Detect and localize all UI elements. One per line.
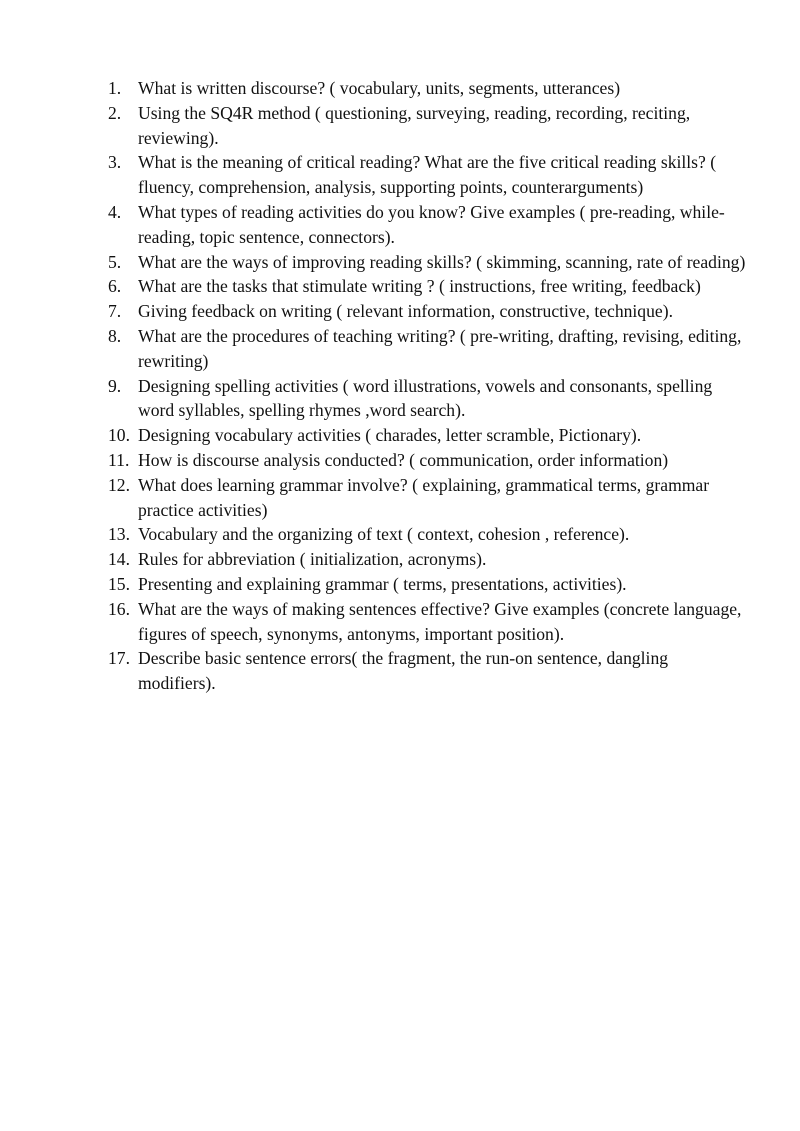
question-number: 17. [108, 648, 130, 669]
question-item [108, 646, 748, 696]
question-item [108, 200, 748, 250]
question-number: 4. [108, 201, 122, 222]
question-text: What is the meaning of critical reading? What are the five critical reading skills? ( fluency, comprehension, analysis, supporting points, counterarguments) [138, 152, 717, 198]
question-item [108, 522, 748, 547]
question-text: Presenting and explaining grammar ( terms, presentations, activities). [138, 573, 627, 594]
question-number: 2. [108, 102, 122, 123]
question-text: What are the tasks that stimulate writing ? ( instructions, free writing, feedback) [138, 276, 701, 297]
question-item [108, 374, 748, 424]
question-text: What are the ways of improving reading skills? ( skimming, scanning, rate of reading) [138, 251, 746, 272]
question-text: Designing spelling activities ( word illustrations, vowels and consonants, spelling word syllables, spelling rhymes ,word search). [138, 375, 713, 421]
question-text: Designing vocabulary activities ( charades, letter scramble, Pictionary). [138, 425, 642, 446]
question-text: What are the procedures of teaching writing? ( pre-writing, drafting, revising, editing, rewriting) [138, 325, 742, 371]
question-item [108, 76, 748, 101]
question-number: 7. [108, 301, 122, 322]
question-number: 16. [108, 598, 130, 619]
question-text: Using the SQ4R method ( questioning, surveying, reading, recording, reciting, reviewing). [138, 102, 691, 148]
question-number: 13. [108, 524, 130, 545]
question-list [108, 76, 748, 696]
question-number: 6. [108, 276, 122, 297]
question-item [108, 250, 748, 275]
question-item [108, 597, 748, 647]
question-item [108, 299, 748, 324]
question-number: 14. [108, 549, 130, 570]
question-item [108, 423, 748, 448]
question-text: How is discourse analysis conducted? ( communication, order information) [138, 449, 669, 470]
question-text: Describe basic sentence errors( the fragment, the run-on sentence, dangling modifiers). [138, 648, 669, 694]
question-text: Giving feedback on writing ( relevant information, constructive, technique). [138, 301, 673, 322]
question-item [108, 547, 748, 572]
question-number: 12. [108, 474, 130, 495]
question-text: What does learning grammar involve? ( explaining, grammatical terms, grammar practice activities) [138, 474, 710, 520]
question-item [108, 572, 748, 597]
question-item [108, 101, 748, 151]
question-number: 5. [108, 251, 122, 272]
question-number: 1. [108, 78, 122, 98]
question-item [108, 473, 748, 523]
question-text: Vocabulary and the organizing of text ( context, cohesion , reference). [138, 524, 630, 545]
question-number: 11. [108, 449, 130, 470]
question-text: What is written discourse? ( vocabulary, units, segments, utterances) [138, 78, 621, 98]
question-text: What are the ways of making sentences effective? Give examples (concrete language, figures of speech, synonyms, antonyms, important position). [138, 598, 742, 644]
question-item [108, 274, 748, 299]
question-number: 10. [108, 425, 130, 446]
question-text: Rules for abbreviation ( initialization, acronyms). [138, 549, 487, 570]
question-number: 9. [108, 375, 122, 396]
question-number: 3. [108, 152, 122, 173]
question-number: 15. [108, 573, 130, 594]
question-text: What types of reading activities do you know? Give examples ( pre-reading, while-reading, topic sentence, connectors). [138, 201, 725, 247]
question-item [108, 324, 748, 374]
question-item [108, 150, 748, 200]
question-item [108, 448, 748, 473]
question-number: 8. [108, 325, 122, 346]
